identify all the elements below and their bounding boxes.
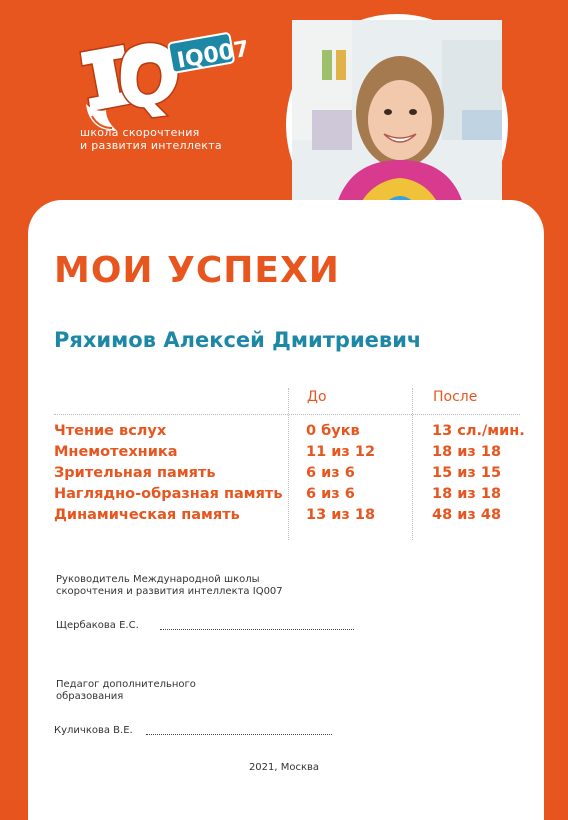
skill-label: Наглядно-образная память <box>54 486 283 502</box>
child-portrait-photo <box>292 20 502 230</box>
before-value: 11 из 12 <box>306 444 376 460</box>
table-row <box>54 507 544 528</box>
logo-tagline-line2: и развития интеллекта <box>80 139 222 152</box>
teacher-role-line2: образования <box>56 691 124 702</box>
after-value: 13 сл./мин. <box>432 423 525 439</box>
skill-label: Мнемотехника <box>54 444 178 460</box>
column-header-before: До <box>307 389 327 405</box>
after-value: 15 из 15 <box>432 465 502 481</box>
table-row <box>54 423 544 444</box>
table-row <box>54 486 544 507</box>
director-signature-line <box>160 629 354 630</box>
student-name: Ряхимов Алексей Дмитриевич <box>54 328 422 352</box>
column-header-after: После <box>433 389 478 405</box>
logo-badge-text: IQ007 <box>175 36 252 74</box>
teacher-role-line1: Педагог дополнительного <box>56 679 196 690</box>
results-table <box>54 423 544 528</box>
header-divider <box>54 414 520 415</box>
director-name: Щербакова Е.С. <box>56 620 139 631</box>
director-role-line2: скорочтения и развития интеллекта IQ007 <box>56 586 283 597</box>
before-value: 13 из 18 <box>306 507 376 523</box>
before-value: 6 из 6 <box>306 465 355 481</box>
page-title: МОИ УСПЕХИ <box>54 250 340 291</box>
logo-tagline <box>80 126 240 152</box>
director-role <box>56 574 283 598</box>
table-row <box>54 465 544 486</box>
teacher-name: Куличкова В.Е. <box>54 725 133 736</box>
after-value: 18 из 18 <box>432 486 502 502</box>
after-value: 18 из 18 <box>432 444 502 460</box>
footer-city-year: 2021, Москва <box>248 762 320 773</box>
skill-label: Динамическая память <box>54 507 240 523</box>
before-value: 0 букв <box>306 423 360 439</box>
logo-tagline-line1: школа скорочтения <box>80 126 200 139</box>
skill-label: Чтение вслух <box>54 423 167 439</box>
table-row <box>54 444 544 465</box>
skill-label: Зрительная память <box>54 465 216 481</box>
after-value: 48 из 48 <box>432 507 502 523</box>
teacher-role <box>56 679 196 703</box>
before-value: 6 из 6 <box>306 486 355 502</box>
director-role-line1: Руководитель Международной школы <box>56 574 260 585</box>
teacher-signature-line <box>146 734 332 735</box>
